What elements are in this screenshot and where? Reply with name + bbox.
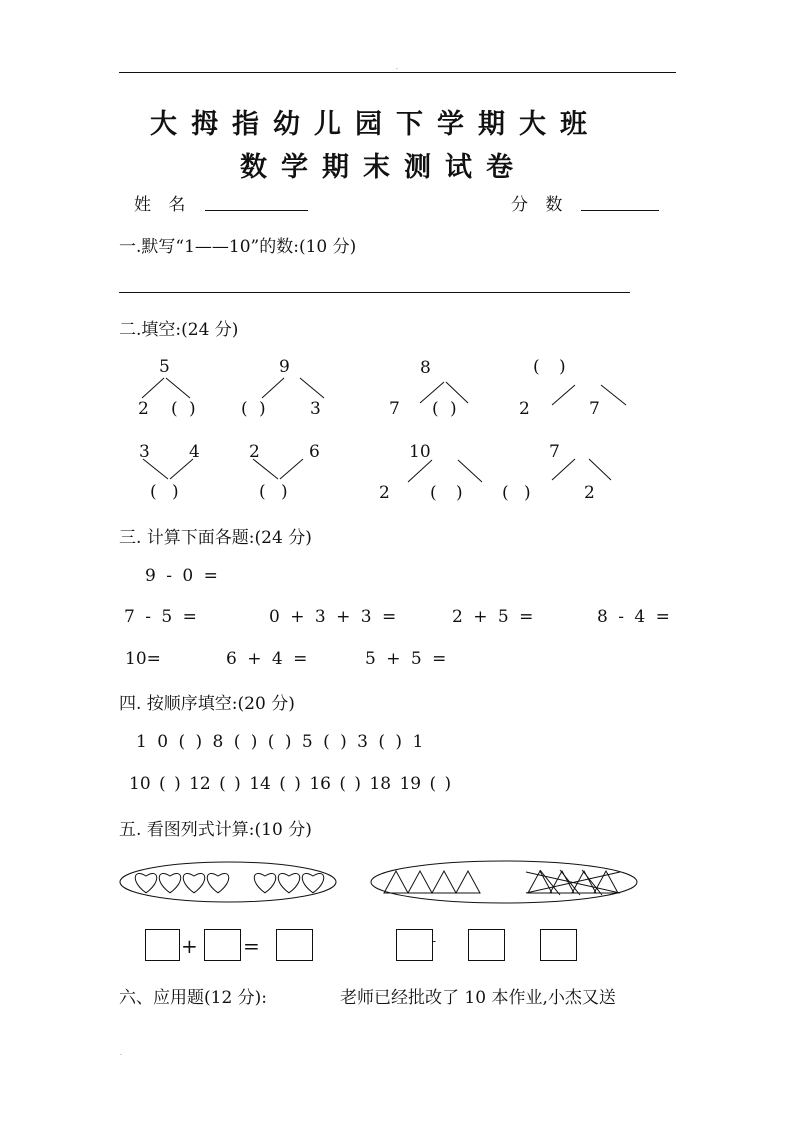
- section-6-problem-text: 老师已经批改了 10 本作业,小杰又送: [340, 988, 616, 1008]
- triangles-group: [384, 870, 620, 895]
- triangle-shape: [384, 871, 408, 893]
- tree-6-left: 2: [249, 442, 260, 462]
- problem-7: 6 + 4 =: [226, 649, 308, 669]
- tree-3-left: 7: [389, 399, 400, 419]
- page-subtitle: 数学期末测试卷: [240, 152, 527, 183]
- tree-7-left: 2: [379, 483, 390, 503]
- answer-box-3[interactable]: [276, 929, 313, 961]
- section-3-heading: 三. 计算下面各题:(24 分): [119, 528, 312, 548]
- heart-shape: [135, 873, 156, 892]
- triangles-oval: [371, 861, 637, 903]
- tree-1-left: 2: [138, 399, 149, 419]
- tree-7-top: 10: [409, 442, 431, 462]
- heart-shape: [159, 873, 180, 892]
- answer-box-5[interactable]: [468, 929, 505, 961]
- answer-box-1[interactable]: [145, 929, 180, 961]
- tree-3-right[interactable]: ( ): [432, 399, 457, 419]
- tree-6-right: 6: [309, 442, 320, 462]
- answer-box-6[interactable]: [540, 929, 577, 961]
- section-5-heading: 五. 看图列式计算:(10 分): [119, 820, 312, 840]
- heart-shape: [254, 873, 275, 892]
- section-4-heading: 四. 按顺序填空:(20 分): [119, 694, 295, 714]
- tree-8-top: 7: [549, 442, 560, 462]
- problem-8: 5 + 5 =: [365, 649, 447, 669]
- page-title: 大拇指幼儿园下学期大班: [150, 109, 601, 140]
- triangle-shape: [408, 871, 432, 893]
- tree-5-right: 4: [189, 442, 200, 462]
- tree-4-right: 7: [589, 399, 600, 419]
- tree-2-top: 9: [279, 357, 290, 377]
- heart-shape: [278, 873, 299, 892]
- heart-shape: [183, 873, 204, 892]
- tree-6-bottom[interactable]: ( ): [259, 482, 288, 502]
- answer-box-2[interactable]: [204, 929, 241, 961]
- tree-2-left[interactable]: ( ): [241, 399, 266, 419]
- footer-dot: .: [120, 1050, 122, 1057]
- tree-7-right[interactable]: ( ): [430, 483, 463, 503]
- problem-2: 7 - 5 =: [124, 607, 197, 627]
- tree-4-top[interactable]: ( ): [533, 357, 566, 377]
- problem-4: 2 + 5 =: [452, 607, 534, 627]
- tree-1-right[interactable]: ( ): [171, 399, 196, 419]
- hearts-group: [135, 873, 323, 892]
- score-label: 分 数: [511, 195, 569, 215]
- tree-1-top: 5: [159, 357, 170, 377]
- answer-box-4[interactable]: [396, 929, 433, 961]
- section-1-heading: 一.默写“1——10”的数:(10 分): [119, 237, 357, 257]
- heart-shape: [302, 873, 323, 892]
- sequence-row-2[interactable]: 10 ( ) 12 ( ) 14 ( ) 16 ( ) 18 19 ( ): [129, 774, 452, 794]
- minus-sign: -: [432, 934, 437, 948]
- section-6-heading: 六、应用题(12 分):: [119, 988, 268, 1008]
- equals-sign: =: [243, 934, 260, 958]
- problem-6: 10=: [125, 649, 161, 669]
- plus-sign: +: [181, 934, 198, 958]
- problem-1: 9 - 0 =: [145, 566, 218, 586]
- tree-8-right: 2: [584, 483, 595, 503]
- tree-5-bottom[interactable]: ( ): [150, 482, 179, 502]
- tree-5-left: 3: [139, 442, 150, 462]
- header-dot: .: [396, 64, 398, 71]
- tree-2-right: 3: [310, 399, 321, 419]
- tree-8-left[interactable]: ( ): [502, 483, 531, 503]
- tree-3-top: 8: [420, 358, 431, 378]
- triangle-shape: [432, 871, 456, 893]
- sequence-row-1[interactable]: 1 0 ( ) 8 ( ) ( ) 5 ( ) 3 ( ) 1: [136, 732, 424, 752]
- tree-4-left: 2: [519, 399, 530, 419]
- heart-shape: [207, 873, 228, 892]
- problem-3: 0 + 3 + 3 =: [269, 607, 397, 627]
- triangle-shape: [456, 871, 480, 893]
- name-label: 姓 名: [134, 195, 192, 215]
- problem-5: 8 - 4 =: [597, 607, 670, 627]
- section-2-heading: 二.填空:(24 分): [119, 320, 239, 340]
